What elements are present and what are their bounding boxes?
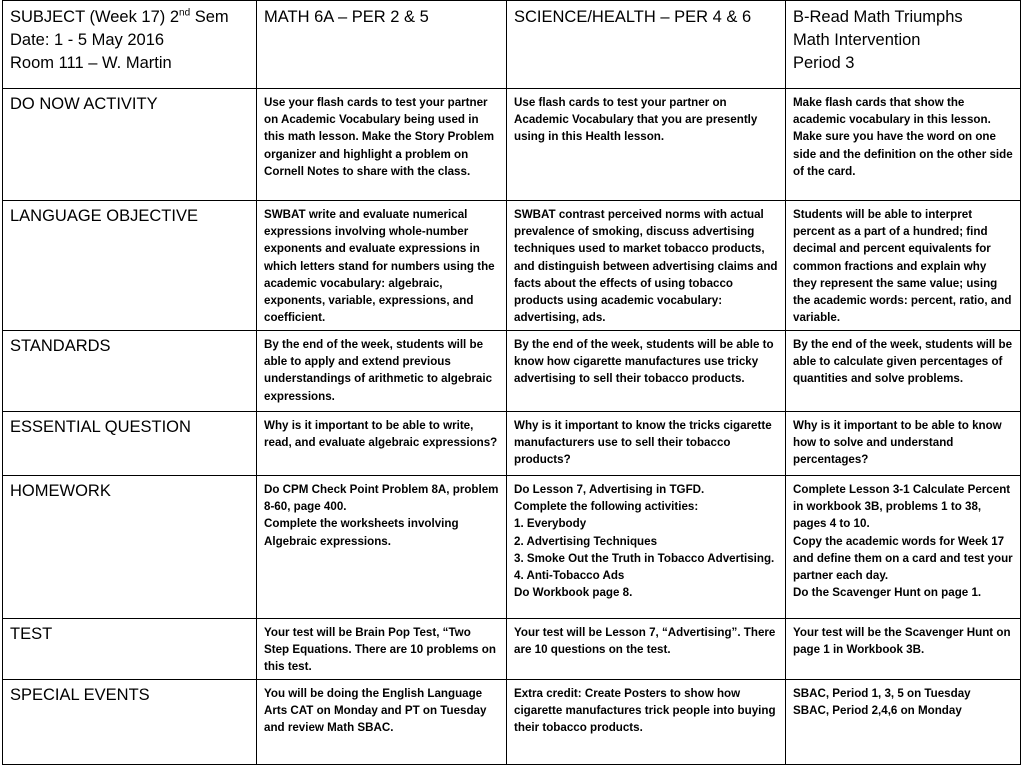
bread-cell: By the end of the week, students will be able to calculate given percentages of quantities and solve problems. <box>786 331 1021 412</box>
row-label: SPECIAL EVENTS <box>3 680 257 765</box>
bread-cell: Complete Lesson 3-1 Calculate Percent in workbook 3B, problems 1 to 38, pages 4 to 10. Copy the academic words for Week 17 and define them on a card and test your partner each day. Do the Scavenger Hunt on page 1. <box>786 476 1021 619</box>
bread-cell: Make flash cards that show the academic vocabulary in this lesson. Make sure you have the word on one side and the definition on the other side of the card. <box>786 89 1021 201</box>
subject-header-cell <box>3 1 257 89</box>
math-header-cell: MATH 6A – PER 2 & 5 <box>257 1 507 89</box>
table-row <box>3 680 1021 765</box>
bread-cell: Why is it important to be able to know how to solve and understand percentages? <box>786 412 1021 476</box>
table-row <box>3 89 1021 201</box>
table-row <box>3 412 1021 476</box>
math-cell: Why is it important to be able to write, read, and evaluate algebraic expressions? <box>257 412 507 476</box>
math-cell: SWBAT write and evaluate numerical expressions involving whole-number exponents and evaluate expressions in which letters stand for numbers using the academic vocabulary: algebraic, exponents, variable, expressions, and coefficient. <box>257 201 507 331</box>
row-label: DO NOW ACTIVITY <box>3 89 257 201</box>
table-row <box>3 619 1021 680</box>
subject-line: SUBJECT (Week 17) 2nd Sem <box>10 7 229 26</box>
bread-cell: Your test will be the Scavenger Hunt on page 1 in Workbook 3B. <box>786 619 1021 680</box>
science-cell: By the end of the week, students will be able to know how cigarette manufactures use tricky advertising to sell their tobacco products. <box>507 331 786 412</box>
math-cell: By the end of the week, students will be able to apply and extend previous understandings of arithmetic to algebraic expressions. <box>257 331 507 412</box>
header-row <box>3 1 1021 89</box>
bread-cell: Students will be able to interpret percent as a part of a hundred; find decimal and percent equivalents for common fractions and explain why they represent the same value; using the academic words: percent, ratio, and variable. <box>786 201 1021 331</box>
science-cell: Why is it important to know the tricks cigarette manufacturers use to sell their tobacco products? <box>507 412 786 476</box>
date-line: Date: 1 - 5 May 2016 <box>10 31 165 49</box>
room-line: Room 111 – W. Martin <box>10 54 172 72</box>
table-row <box>3 201 1021 331</box>
row-label: LANGUAGE OBJECTIVE <box>3 201 257 331</box>
row-label: ESSENTIAL QUESTION <box>3 412 257 476</box>
science-header-cell: SCIENCE/HEALTH – PER 4 & 6 <box>507 1 786 89</box>
science-cell: Your test will be Lesson 7, “Advertising”. There are 10 questions on the test. <box>507 619 786 680</box>
table-row <box>3 476 1021 619</box>
science-cell: Use flash cards to test your partner on Academic Vocabulary that you are presently using in this Health lesson. <box>507 89 786 201</box>
science-cell: Do Lesson 7, Advertising in TGFD. Complete the following activities: 1. Everybody 2. Advertising Techniques 3. Smoke Out the Truth in Tobacco Advertising. 4. Anti-Tobacco Ads Do Workbook page 8. <box>507 476 786 619</box>
bread-cell: SBAC, Period 1, 3, 5 on Tuesday SBAC, Period 2,4,6 on Monday <box>786 680 1021 765</box>
math-cell: You will be doing the English Language Arts CAT on Monday and PT on Tuesday and review Math SBAC. <box>257 680 507 765</box>
row-label: TEST <box>3 619 257 680</box>
table-row <box>3 331 1021 412</box>
lesson-plan-sheet <box>2 0 1020 764</box>
row-label: HOMEWORK <box>3 476 257 619</box>
bread-header-cell: B-Read Math Triumphs Math Intervention Period 3 <box>786 1 1021 89</box>
science-cell: Extra credit: Create Posters to show how cigarette manufactures trick people into buying their tobacco products. <box>507 680 786 765</box>
math-cell: Use your flash cards to test your partner on Academic Vocabulary being used in this math lesson. Make the Story Problem organizer and highlight a problem on Cornell Notes to share with the class. <box>257 89 507 201</box>
math-cell: Do CPM Check Point Problem 8A, problem 8-60, page 400. Complete the worksheets involving Algebraic expressions. <box>257 476 507 619</box>
science-cell: SWBAT contrast perceived norms with actual prevalence of smoking, discuss advertising techniques used to market tobacco products, and distinguish between advertising claims and facts about the effects of using tobacco products using academic vocabulary: advertising, ads. <box>507 201 786 331</box>
math-cell: Your test will be Brain Pop Test, “Two Step Equations. There are 10 problems on this test. <box>257 619 507 680</box>
lesson-plan-table <box>2 0 1021 765</box>
row-label: STANDARDS <box>3 331 257 412</box>
